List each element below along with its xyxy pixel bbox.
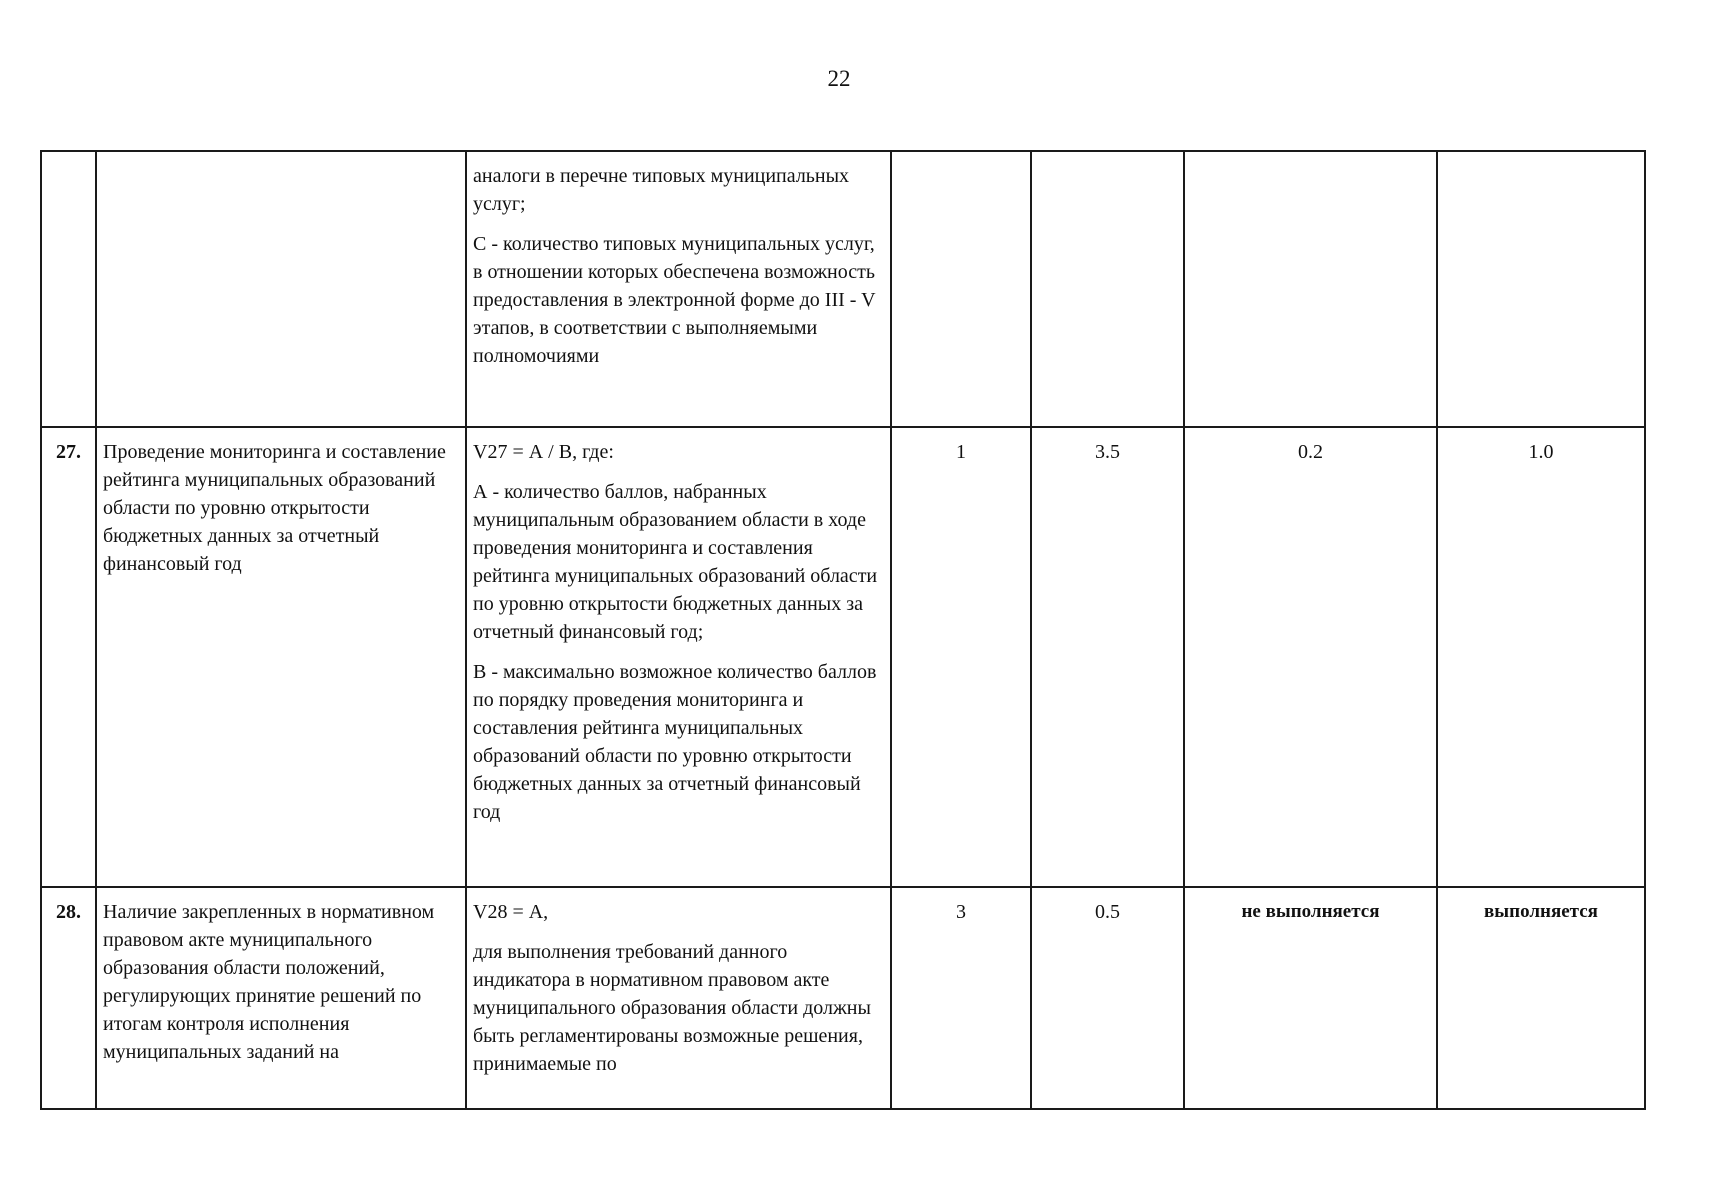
value-cell: 3.5 — [1031, 427, 1184, 887]
indicator-name-cell: Наличие закрепленных в нормативном правовом акте муниципального образования области положений, регулирующих принятие решений по итогам контроля исполнения муниципальных заданий на — [96, 887, 466, 1109]
indicator-table — [40, 150, 1646, 1110]
indicator-name-cell — [96, 151, 466, 427]
formula-paragraph: А - количество баллов, набранных муниципальным образованием области в ходе проведения мониторинга и составления рейтинга муниципальных образований области по уровню открытости бюджетных данных за отчетный финансовый год; — [473, 481, 878, 643]
formula-cell — [466, 427, 891, 887]
value-cell — [1437, 151, 1645, 427]
formula-paragraph: V27 = А / В, где: — [473, 441, 614, 463]
row-number-cell: 28. — [41, 887, 96, 1109]
formula-paragraph: В - максимально возможное количество баллов по порядку проведения мониторинга и составления рейтинга муниципальных образований области по уровню открытости бюджетных данных за отчетный финансовый год — [473, 661, 877, 823]
table-row — [41, 427, 1645, 887]
table-row — [41, 887, 1645, 1109]
formula-paragraph: аналоги в перечне типовых муниципальных услуг; — [473, 165, 850, 215]
formula-cell — [466, 887, 891, 1109]
value-cell — [1031, 151, 1184, 427]
indicator-name-cell: Проведение мониторинга и составление рейтинга муниципальных образований области по уровню открытости бюджетных данных за отчетный финансовый год — [96, 427, 466, 887]
formula-paragraph: С - количество типовых муниципальных услуг, в отношении которых обеспечена возможность предоставления в электронной форме до III - V этапов, в соответствии с выполняемыми полномочиями — [473, 233, 876, 367]
value-cell: 0.2 — [1184, 427, 1437, 887]
row-number-cell — [41, 151, 96, 427]
row-number-cell: 27. — [41, 427, 96, 887]
status-cell: выполняется — [1437, 887, 1645, 1109]
value-cell: 3 — [891, 887, 1031, 1109]
status-cell: не выполняется — [1184, 887, 1437, 1109]
formula-cell — [466, 151, 891, 427]
formula-paragraph: V28 = А, — [473, 901, 549, 923]
value-cell: 0.5 — [1031, 887, 1184, 1109]
formula-paragraph: для выполнения требований данного индикатора в нормативном правовом акте муниципального образования области должны быть регламентированы возможные решения, принимаемые по — [473, 941, 871, 1075]
value-cell — [891, 151, 1031, 427]
value-cell: 1.0 — [1437, 427, 1645, 887]
table-row — [41, 151, 1645, 427]
value-cell — [1184, 151, 1437, 427]
value-cell: 1 — [891, 427, 1031, 887]
page-number: 22 — [827, 66, 851, 91]
